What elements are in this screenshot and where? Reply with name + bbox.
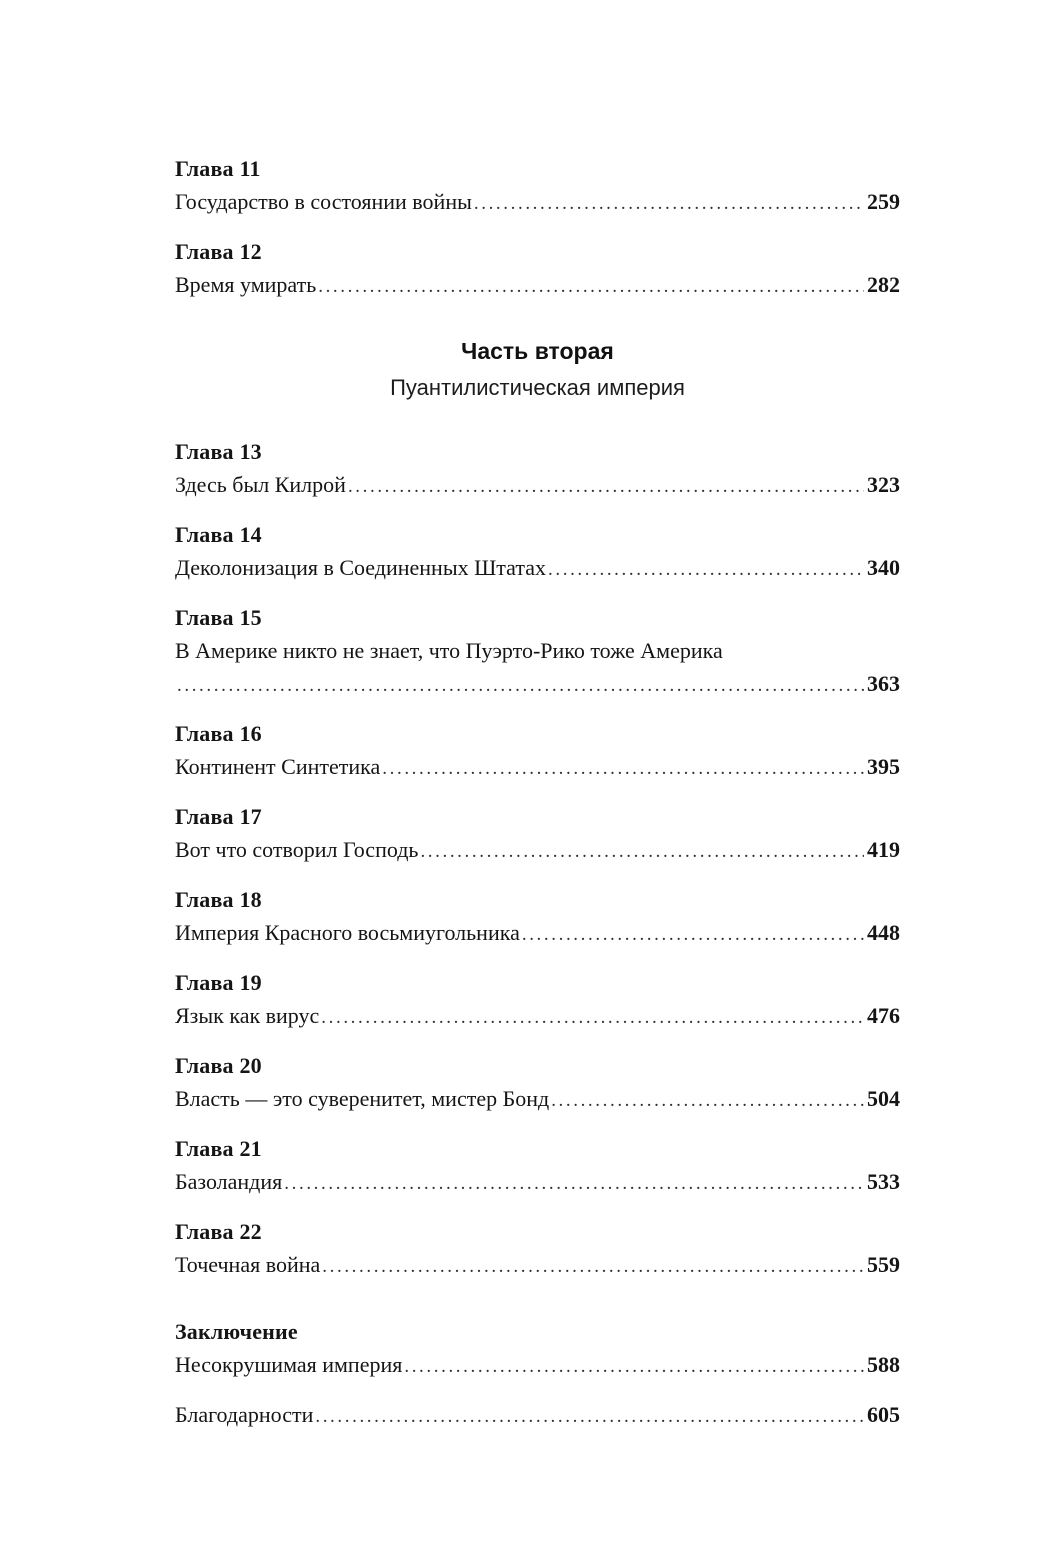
part-label: Часть вторая (461, 338, 614, 364)
toc-line (175, 551, 900, 586)
page-number: 323 (867, 472, 900, 497)
chapter-heading: Глава 12 (175, 239, 262, 264)
toc-line (175, 1165, 900, 1200)
page-number: 259 (867, 189, 900, 214)
page-number: 340 (867, 555, 900, 580)
chapter-heading: Глава 17 (175, 804, 262, 829)
toc-entry (175, 717, 900, 785)
toc-line (175, 667, 900, 702)
dot-leader (551, 1082, 864, 1117)
dot-leader (522, 916, 864, 951)
chapter-title: Государство в состоянии войны (175, 189, 472, 214)
toc-entry (175, 966, 900, 1034)
toc-entry (175, 1398, 900, 1433)
chapter-heading: Глава 19 (175, 970, 262, 995)
chapter-heading: Глава 16 (175, 721, 262, 746)
chapter-heading: Глава 14 (175, 522, 262, 547)
chapter-heading: Глава 20 (175, 1053, 262, 1078)
toc-line (175, 268, 900, 303)
page-number: 533 (867, 1169, 900, 1194)
chapter-title: Континент Синтетика (175, 754, 381, 779)
chapter-title: Деколонизация в Соединенных Штатах (175, 555, 547, 580)
toc-line (175, 1248, 900, 1283)
page-number: 395 (867, 754, 900, 779)
toc-entry (175, 800, 900, 868)
chapter-heading: Глава 18 (175, 887, 262, 912)
chapter-title: В Америке никто не знает, что Пуэрто-Рико тоже Америка (175, 638, 723, 663)
dot-leader (548, 551, 864, 586)
toc-list (175, 152, 900, 1433)
toc-line (175, 185, 900, 220)
dot-leader (284, 1165, 864, 1200)
toc-line (175, 468, 900, 503)
dot-leader (404, 1348, 864, 1383)
chapter-heading: Глава 21 (175, 1136, 262, 1161)
toc-line (175, 1082, 900, 1117)
toc-entry (175, 152, 900, 220)
chapter-title: Точечная война (175, 1252, 321, 1277)
toc-line (175, 833, 900, 868)
toc-entry (175, 883, 900, 951)
toc-entry (175, 1315, 900, 1383)
dot-leader (474, 185, 864, 220)
part-header (175, 333, 900, 407)
page-number: 282 (867, 272, 900, 297)
page-number: 448 (867, 920, 900, 945)
toc-entry (175, 1049, 900, 1117)
chapter-title: Вот что сотворил Господь (175, 837, 419, 862)
chapter-heading: Глава 13 (175, 439, 262, 464)
page-number: 504 (867, 1086, 900, 1111)
chapter-heading: Глава 22 (175, 1219, 262, 1244)
dot-leader (177, 667, 864, 702)
toc-line (175, 999, 900, 1034)
toc-entry (175, 601, 900, 702)
toc-entry (175, 1215, 900, 1283)
chapter-title: Власть — это суверенитет, мистер Бонд (175, 1086, 550, 1111)
dot-leader (322, 1248, 864, 1283)
chapter-title: Базоландия (175, 1169, 283, 1194)
chapter-heading: Заключение (175, 1319, 298, 1344)
chapter-title: Язык как вирус (175, 1003, 320, 1028)
chapter-title: Время умирать (175, 272, 317, 297)
toc-entry (175, 1132, 900, 1200)
chapter-heading: Глава 11 (175, 156, 261, 181)
toc-line (175, 750, 900, 785)
chapter-title: Несокрушимая империя (175, 1352, 403, 1377)
toc-entry (175, 235, 900, 303)
part-title: Пуантилистическая империя (390, 375, 685, 400)
toc-entry (175, 518, 900, 586)
chapter-title: Империя Красного восьмиугольника (175, 920, 520, 945)
dot-leader (318, 268, 864, 303)
dot-leader (348, 468, 864, 503)
toc-line (175, 1348, 900, 1383)
entry-title: Благодарности (175, 1402, 314, 1427)
dot-leader (315, 1398, 864, 1433)
page-number: 419 (867, 837, 900, 862)
dot-leader (321, 999, 864, 1034)
toc-line (175, 1398, 900, 1433)
dot-leader (382, 750, 864, 785)
page-number: 559 (867, 1252, 900, 1277)
dot-leader (420, 833, 864, 868)
chapter-heading: Глава 15 (175, 605, 262, 630)
toc-line (175, 916, 900, 951)
toc-entry (175, 435, 900, 503)
page-number: 588 (867, 1352, 900, 1377)
page-number: 363 (867, 671, 900, 696)
chapter-title: Здесь был Килрой (175, 472, 346, 497)
page-number: 605 (867, 1402, 900, 1427)
page-number: 476 (867, 1003, 900, 1028)
